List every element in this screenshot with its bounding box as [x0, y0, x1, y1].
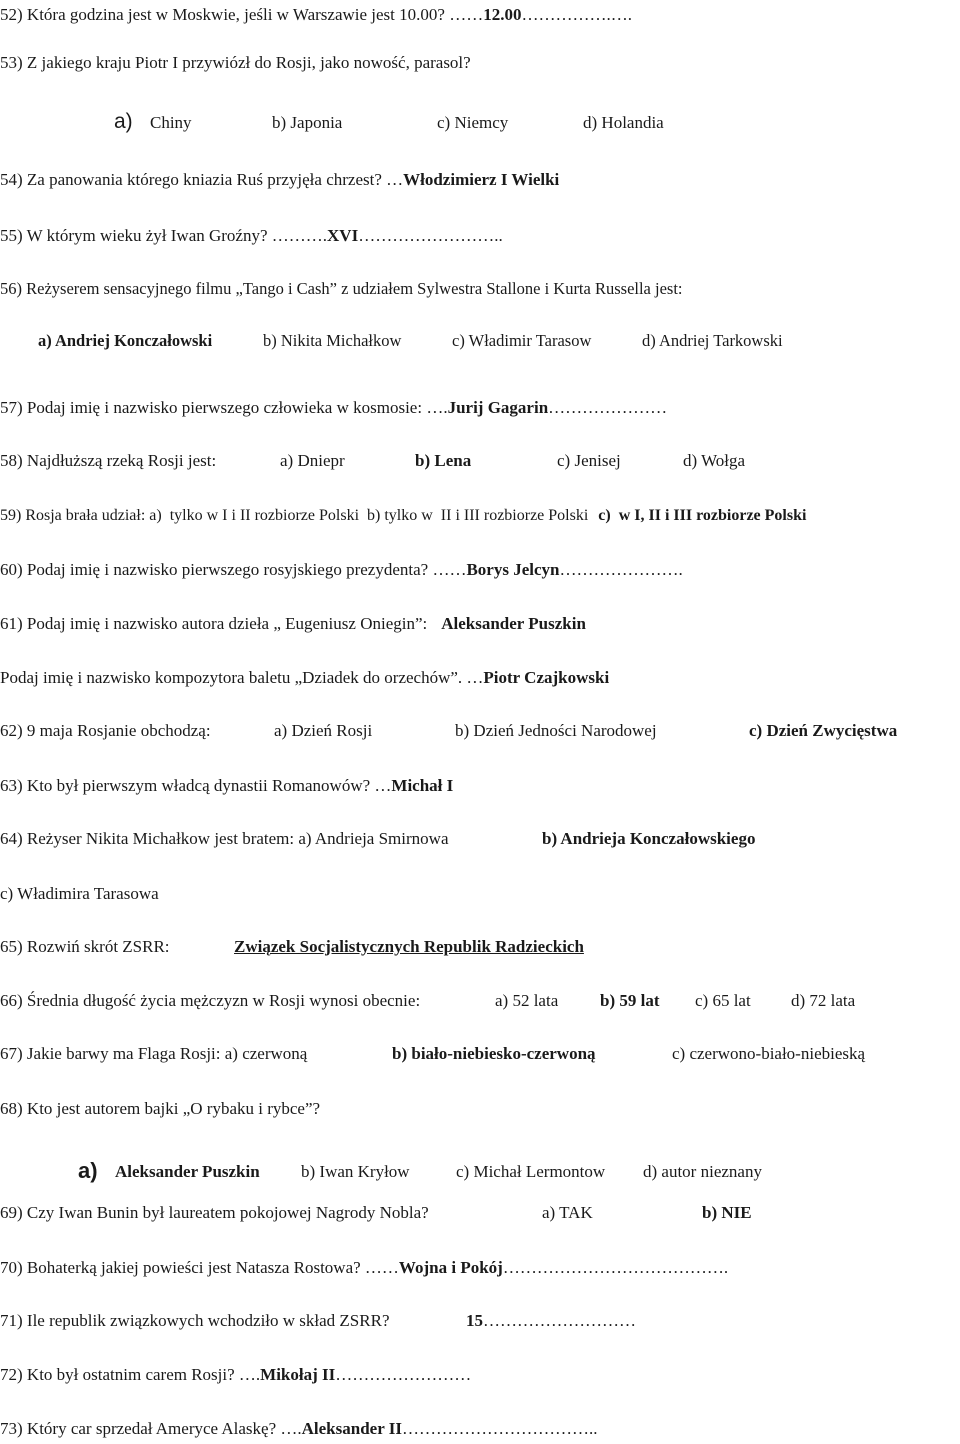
- question-text: 62) 9 maja Rosjanie obchodzą:: [0, 721, 211, 740]
- question-53: [0, 52, 960, 74]
- question-text: 59) Rosja brała udział: a) tylko w I i II rozbiorze Polski b) tylko w II i III rozbiorze Polski: [0, 507, 589, 524]
- answer: Piotr Czajkowski: [483, 668, 610, 687]
- question-59: [0, 505, 960, 527]
- question-text: 55) W którym wieku żył Iwan Groźny?: [0, 226, 272, 245]
- answer: Wojna i Pokój: [398, 1258, 503, 1277]
- question-69: [0, 1203, 960, 1227]
- option-b: b) 59 lat: [600, 991, 660, 1010]
- question-57: [0, 397, 960, 419]
- answer: Aleksander Puszkin: [441, 614, 586, 633]
- option-b: b) Lena: [415, 451, 472, 470]
- dots: ….: [426, 398, 448, 417]
- option-d: d) autor nieznany: [643, 1162, 762, 1181]
- question-61: [0, 613, 960, 635]
- dots: ……………………: [335, 1365, 472, 1384]
- option-b: b) Dzień Jedności Narodowej: [455, 721, 657, 740]
- answer: Borys Jelcyn: [466, 560, 560, 579]
- question-71: [0, 1311, 960, 1335]
- option-a: Chiny: [150, 113, 192, 132]
- dots: ……: [432, 560, 467, 579]
- answer: XVI: [327, 226, 359, 245]
- option-c: c) Władimira Tarasowa: [0, 884, 159, 903]
- option-b: b) Iwan Kryłow: [301, 1162, 410, 1181]
- question-text: 58) Najdłuższą rzeką Rosji jest:: [0, 451, 217, 470]
- option-a: a) Dzień Rosji: [274, 721, 373, 740]
- question-65: [0, 937, 960, 961]
- dots: ………………………: [483, 1311, 636, 1330]
- question-73: [0, 1418, 960, 1440]
- dots: ….: [238, 1365, 261, 1384]
- options-56: [0, 331, 960, 355]
- question-text: 63) Kto był pierwszym władcą dynastii Romanowów?: [0, 776, 375, 795]
- answer: b) Andrieja Konczałowskiego: [542, 829, 756, 848]
- question-66: [0, 991, 960, 1015]
- dots: …: [466, 668, 484, 687]
- question-text: 57) Podaj imię i nazwisko pierwszego człowieka w kosmosie:: [0, 398, 427, 417]
- option-a: a) Dniepr: [280, 451, 345, 470]
- answer: Michał I: [391, 776, 454, 795]
- question-text: 70) Bohaterką jakiej powieści jest Natasza Rostowa?: [0, 1258, 365, 1277]
- option-b: b) Japonia: [272, 113, 343, 132]
- question-text: 68) Kto jest autorem bajki „O rybaku i rybce”?: [0, 1099, 321, 1118]
- question-62: [0, 721, 960, 745]
- answer: Aleksander II: [301, 1419, 402, 1438]
- option-d: d) Andriej Tarkowski: [642, 331, 783, 350]
- question-text: 69) Czy Iwan Bunin był laureatem pokojowej Nagrody Nobla?: [0, 1203, 429, 1222]
- question-text: 67) Jakie barwy ma Flaga Rosji: a) czerwoną: [0, 1044, 308, 1063]
- answer: Mikołaj II: [260, 1365, 336, 1384]
- dots: …………………: [548, 398, 668, 417]
- question-text: 53) Z jakiego kraju Piotr I przywiózł do Rosji, jako nowość, parasol?: [0, 53, 471, 72]
- answer: Jurij Gagarin: [447, 398, 549, 417]
- dots: ………………………………….: [502, 1258, 729, 1277]
- question-68: [0, 1098, 960, 1120]
- question-text: 65) Rozwiń skrót ZSRR:: [0, 937, 170, 956]
- dots: …: [374, 776, 392, 795]
- option-d: d) Wołga: [683, 451, 746, 470]
- answer: 15: [466, 1311, 483, 1330]
- question-60: [0, 559, 960, 581]
- question-67: [0, 1044, 960, 1068]
- dots: ……….: [271, 226, 328, 245]
- question-text: 66) Średnia długość życia mężczyzn w Rosji wynosi obecnie:: [0, 991, 421, 1010]
- answer: Związek Socjalistycznych Republik Radzieckich: [234, 937, 584, 956]
- option-c: c) 65 lat: [695, 991, 751, 1010]
- option-c: c) Jenisej: [557, 451, 621, 470]
- options-53: [0, 110, 960, 136]
- option-a-marker: a): [78, 1158, 98, 1183]
- option-d: d) Holandia: [583, 113, 664, 132]
- option-a: a) 52 lata: [495, 991, 559, 1010]
- question-text: 61) Podaj imię i nazwisko autora dzieła „ Eugeniusz Oniegin”:: [0, 614, 428, 633]
- dots: …: [386, 170, 404, 189]
- question-text: 60) Podaj imię i nazwisko pierwszego rosyjskiego prezydenta?: [0, 560, 433, 579]
- option-c: c) Michał Lermontow: [456, 1162, 606, 1181]
- option-c: c) czerwono-biało-niebieską: [672, 1044, 866, 1063]
- question-72: [0, 1364, 960, 1386]
- option-d: d) 72 lata: [791, 991, 856, 1010]
- option-a: Aleksander Puszkin: [115, 1162, 260, 1181]
- option-a: a) Andriej Konczałowski: [38, 331, 213, 350]
- question-64: [0, 829, 960, 853]
- question-text: 54) Za panowania którego kniazia Ruś przyjęła chrzest?: [0, 170, 387, 189]
- dots: ……………………..: [358, 226, 503, 245]
- dots: …………….….: [521, 5, 632, 24]
- question-56: [0, 278, 960, 300]
- option-c: c) Dzień Zwycięstwa: [749, 721, 898, 740]
- option-a-marker: a): [114, 110, 133, 133]
- dots: ………………….: [559, 560, 683, 579]
- question-text: Podaj imię i nazwisko kompozytora baletu „Dziadek do orzechów”.: [0, 668, 467, 687]
- question-70: [0, 1257, 960, 1279]
- dots: ……………………………..: [401, 1419, 598, 1438]
- question-text: 71) Ile republik związkowych wchodziło w skład ZSRR?: [0, 1311, 390, 1330]
- option-a: a) TAK: [542, 1203, 593, 1222]
- dots: ……: [449, 5, 484, 24]
- answer: 12.00: [483, 5, 522, 24]
- option-c: c) Niemcy: [437, 113, 509, 132]
- question-text: 72) Kto był ostatnim carem Rosji?: [0, 1365, 239, 1384]
- dots: ….: [280, 1419, 302, 1438]
- question-text: 64) Reżyser Nikita Michałkow jest bratem: a) Andrieja Smirnowa: [0, 829, 449, 848]
- question-54: [0, 169, 960, 191]
- question-text: 56) Reżyserem sensacyjnego filmu „Tango i Cash” z udziałem Sylwestra Stallone i Kurta Russella jest:: [0, 279, 683, 298]
- question-composer: [0, 667, 960, 689]
- question-text: 52) Która godzina jest w Moskwie, jeśli w Warszawie jest 10.00?: [0, 5, 450, 24]
- question-63: [0, 775, 960, 797]
- dots: ……: [364, 1258, 399, 1277]
- question-52: [0, 4, 960, 26]
- options-68: [0, 1158, 960, 1186]
- question-text: 73) Który car sprzedał Ameryce Alaskę?: [0, 1419, 281, 1438]
- option-b: b) biało-niebiesko-czerwoną: [392, 1044, 596, 1063]
- option-b: b) NIE: [702, 1203, 752, 1222]
- question-55: [0, 225, 960, 247]
- option-b: b) Nikita Michałkow: [263, 331, 402, 350]
- option-c: c) Władimir Tarasow: [452, 331, 592, 350]
- question-64-continued: [0, 883, 960, 905]
- answer: Włodzimierz I Wielki: [403, 170, 560, 189]
- answer: c) w I, II i III rozbiorze Polski: [598, 507, 807, 524]
- question-58: [0, 451, 960, 475]
